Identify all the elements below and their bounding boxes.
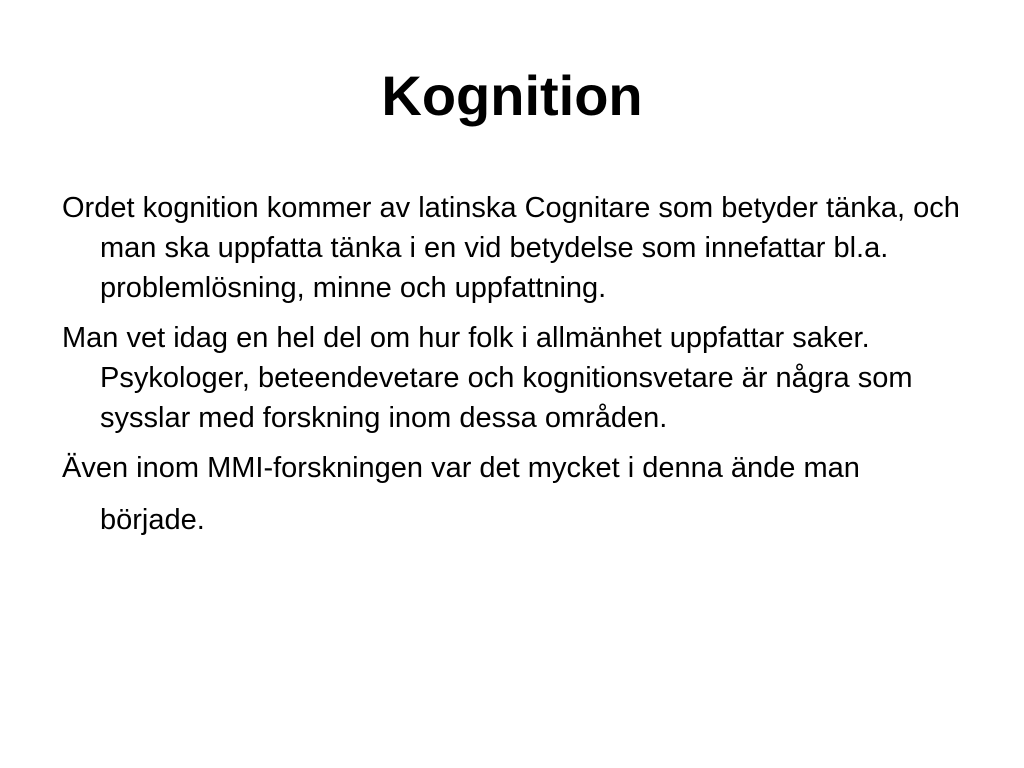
paragraph-1: Ordet kognition kommer av latinska Cognitare som betyder tänka, och man ska uppfatta tänka i en vid betydelse som innefattar bl.a. problemlösning, minne och uppfattning.: [62, 192, 960, 304]
paragraph-2: Man vet idag en hel del om hur folk i allmänhet uppfattar saker. Psykologer, beteendevetare och kognitionsvetare är några som sysslar med forskning inom dessa områden.: [62, 322, 913, 434]
slide-body: [62, 188, 962, 556]
slide-title: Kognition: [381, 64, 643, 127]
paragraph-3: Även inom MMI-forskningen var det mycket i denna ände man började.: [62, 452, 860, 536]
